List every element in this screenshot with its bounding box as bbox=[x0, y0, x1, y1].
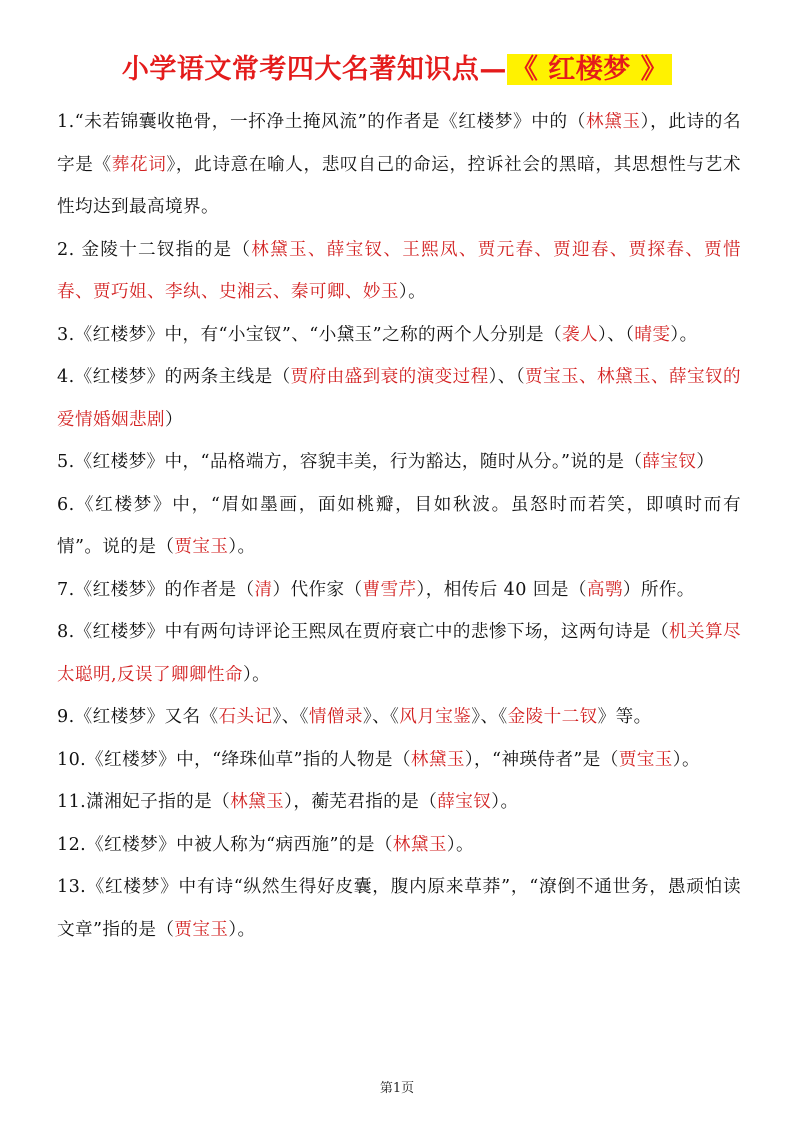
question-item bbox=[57, 739, 741, 782]
question-text: 12.《红楼梦》中被人称为“病西施”的是（ bbox=[57, 834, 393, 855]
question-text: ）。 bbox=[672, 749, 700, 770]
answer-text: 情僧录 bbox=[308, 707, 363, 727]
question-text: 2. 金陵十二钗指的是（ bbox=[57, 239, 252, 260]
answer-text: 林黛玉 bbox=[410, 749, 465, 770]
question-text: 》、《 bbox=[362, 707, 400, 727]
answer-text: 石头记 bbox=[218, 707, 273, 727]
question-text: 》、《 bbox=[471, 707, 508, 727]
page-number: 第1页 bbox=[379, 1081, 415, 1096]
page-title bbox=[0, 50, 794, 90]
answer-text: 薛宝钗 bbox=[642, 452, 697, 472]
question-text: 》等。 bbox=[597, 707, 652, 727]
answer-text: 高鹗 bbox=[586, 579, 623, 600]
question-text: ） bbox=[696, 452, 715, 472]
question-text: ），蘅芜君指的是（ bbox=[284, 792, 438, 812]
question-text: ）代作家（ bbox=[272, 579, 363, 600]
question-text: ）。 bbox=[228, 919, 256, 940]
question-text: ）。 bbox=[670, 324, 698, 345]
question-text: ）。 bbox=[446, 834, 475, 855]
question-item bbox=[57, 101, 741, 229]
answer-text: 林黛玉、薛宝钗、王熙凤、贾元春、贾迎春、贾探春、贾惜春、贾巧姐、李纨、史湘云、秦可卿、妙玉 bbox=[57, 239, 741, 302]
question-text: 8.《红楼梦》中有两句诗评论王熙凤在贾府衰亡中的悲惨下场，这两句诗是（ bbox=[57, 622, 669, 642]
answer-text: 贾府由盛到衰的演变过程 bbox=[290, 367, 489, 387]
answer-text: 曹雪芹 bbox=[362, 579, 417, 600]
answer-text: 薛宝钗 bbox=[437, 792, 492, 812]
answer-text: 清 bbox=[254, 579, 273, 600]
answer-text: 金陵十二钗 bbox=[507, 707, 598, 727]
question-text: ）。 bbox=[228, 537, 256, 557]
answer-text: 机关算尽太聪明,反误了卿卿性命 bbox=[57, 622, 741, 685]
question-item bbox=[57, 356, 741, 441]
question-text: ）、（ bbox=[488, 367, 525, 387]
question-item bbox=[57, 441, 741, 484]
question-text: 13.《红楼梦》中有诗“纵然生得好皮囊，腹内原来草莽”，“潦倒不通世务，愚顽怕读文章”指的是（ bbox=[57, 877, 741, 940]
question-item bbox=[57, 314, 741, 357]
question-text: 3.《红楼梦》中，有“小宝钗”、“小黛玉”之称的两个人分别是（ bbox=[57, 324, 563, 345]
answer-text: 贾宝玉 bbox=[174, 537, 229, 557]
question-text: ）。 bbox=[398, 282, 427, 302]
question-list bbox=[57, 101, 741, 951]
question-text: ）。 bbox=[491, 792, 519, 812]
answer-text: 贾宝玉 bbox=[618, 749, 673, 770]
question-text: ）。 bbox=[242, 664, 271, 685]
question-text: 4.《红楼梦》的两条主线是（ bbox=[57, 367, 291, 387]
question-text: 5.《红楼梦》中，“品格端方，容貌丰美，行为豁达，随时从分。”说的是（ bbox=[57, 452, 643, 472]
question-text: 7.《红楼梦》的作者是（ bbox=[57, 579, 255, 600]
question-item bbox=[57, 229, 741, 314]
question-text: 6.《红楼梦》中，“眉如墨画，面如桃瓣，目如秋波。虽怒时而若笑，即嗔时而有情”。说的是（ bbox=[57, 494, 741, 557]
question-item bbox=[57, 866, 741, 951]
question-text: 11.潇湘妃子指的是（ bbox=[57, 792, 231, 812]
question-item bbox=[57, 484, 741, 569]
question-text: ），此诗的名字是《 bbox=[57, 112, 742, 175]
question-item bbox=[57, 611, 741, 696]
question-text: 1.“未若锦囊收艳骨，一抔净土掩风流”的作者是《红楼梦》中的（ bbox=[57, 112, 586, 132]
question-text: 9.《红楼梦》又名《 bbox=[57, 707, 219, 727]
answer-text: 风月宝鉴 bbox=[399, 707, 472, 727]
title-highlight: 《 红楼梦 》 bbox=[507, 54, 672, 85]
answer-text: 贾宝玉、林黛玉、薛宝钗的爱情婚姻悲剧 bbox=[57, 367, 741, 430]
question-text: ）所作。 bbox=[622, 579, 695, 600]
question-text: ）、（ bbox=[598, 324, 635, 345]
question-item bbox=[57, 824, 741, 867]
answer-text: 葬花词 bbox=[111, 154, 167, 175]
answer-text: 林黛玉 bbox=[585, 112, 641, 132]
question-text: ），相传后 40 回是（ bbox=[416, 579, 587, 600]
answer-text: 晴雯 bbox=[634, 324, 671, 345]
question-text: 10.《红楼梦》中，“绛珠仙草”指的人物是（ bbox=[57, 749, 411, 770]
answer-text: 林黛玉 bbox=[230, 792, 285, 812]
question-item bbox=[57, 781, 741, 824]
question-text: ），“神瑛侍者”是（ bbox=[464, 749, 619, 770]
question-item bbox=[57, 569, 741, 612]
question-item bbox=[57, 696, 741, 739]
answer-text: 袭人 bbox=[562, 324, 599, 345]
answer-text: 林黛玉 bbox=[392, 834, 447, 855]
question-text: 》、《 bbox=[272, 707, 309, 727]
question-text: 》，此诗意在喻人，悲叹自己的命运，控诉社会的黑暗，其思想性与艺术性均达到最高境界。 bbox=[57, 154, 741, 217]
title-main: 小学语文常考四大名著知识点— bbox=[121, 54, 507, 85]
answer-text: 贾宝玉 bbox=[174, 919, 229, 940]
question-text: ） bbox=[164, 409, 183, 430]
